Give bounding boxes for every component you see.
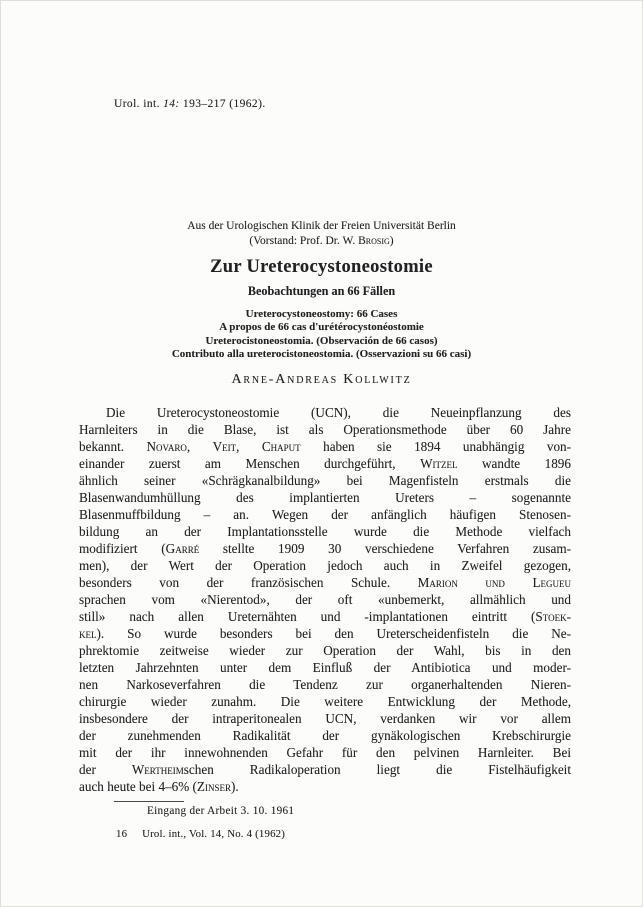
body-line <box>79 659 571 676</box>
text-segment: mit der ihr innewohnenden Gefahr für den pelvinen Harnleiter. Bei <box>79 745 571 760</box>
text-segment: Blasenmuffbildung – an. Wegen der anfänglich häufigen Stenosen- <box>79 507 571 522</box>
text-segment: Chaput <box>261 439 301 454</box>
text-segment: Harnleiters in die Blase, ist als Operationsmethode über 60 Jahre <box>79 422 571 437</box>
text-segment: still» nach allen Ureternähten und -implantationen eintritt ( <box>79 609 536 624</box>
journal-reference <box>114 98 266 110</box>
body-line <box>79 557 571 574</box>
text-segment: - <box>566 609 571 624</box>
text-segment: letzten Jahrzehnten unter dem Einfluß der Antibiotica und moder- <box>79 660 571 675</box>
text-segment: chirurgie wieder zunahm. Die weitere Entwicklung der Methode, <box>79 694 571 709</box>
body-line <box>79 591 571 608</box>
body-line <box>79 693 571 710</box>
text-segment: stellte 1909 30 verschiedene Verfahren zusam- <box>199 541 571 556</box>
text-segment: Blasenwandumhüllung des implantierten Ureters – sogenannte <box>79 490 571 505</box>
text-segment: Zinser <box>196 779 231 794</box>
text-segment: kel <box>79 626 97 641</box>
body-line <box>79 523 571 540</box>
text-segment: bildung an der Implantationsstelle wurde die Methode vielfach <box>79 524 571 539</box>
body-line <box>79 642 571 659</box>
translated-titles <box>1 308 642 362</box>
text-segment: phrektomie zeitweise wieder zur Operation der Wahl, bis in den <box>79 643 571 658</box>
text-segment: ) <box>389 235 394 247</box>
text-segment: Urol. int. <box>114 98 164 110</box>
body-line <box>79 455 571 472</box>
body-line <box>79 761 571 778</box>
body-line <box>79 778 571 795</box>
text-segment: , <box>186 439 213 454</box>
journal-footer <box>116 828 285 840</box>
text-segment: (Vorstand: Prof. Dr. W. <box>249 235 359 247</box>
text-segment: sprachen vom «Nierentod», der oft «unbemerkt, allmählich und <box>79 592 571 607</box>
body-line <box>79 625 571 642</box>
body-line <box>79 744 571 761</box>
text-segment: schen Radikaloperation liegt die Fistelhäufigkeit <box>183 762 571 777</box>
paper-subtitle: Beobachtungen an 66 Fällen <box>247 284 396 298</box>
text-segment: Die Ureterocystoneostomie (UCN), die Neueinpflanzung des <box>106 405 571 420</box>
text-segment: nen Narkoseverfahren die Tendenz zur organerhaltenden Nieren- <box>79 677 571 692</box>
institute-vorstand-line <box>1 234 642 249</box>
body-line <box>79 574 571 591</box>
body-line <box>79 438 571 455</box>
text-segment: Witzel <box>420 456 458 471</box>
text-segment: ähnlich seiner «Schrägkanalbildung» bei Magenfisteln erstmals die <box>79 473 571 488</box>
text-segment: Garré <box>165 541 200 556</box>
body-line <box>79 404 571 421</box>
body-line <box>79 421 571 438</box>
body-line <box>79 506 571 523</box>
translated-title-line: Contributo alla ureterocistoneostomia. (Osservazioni su 66 casi) <box>171 348 472 361</box>
text-segment: Novaro <box>146 439 187 454</box>
text-segment: 14: <box>163 98 180 110</box>
institute-block <box>1 219 642 249</box>
text-segment: insbesondere der intraperitonealen UCN, verdanken wir vor allem <box>79 711 571 726</box>
footnote-divider <box>114 801 184 802</box>
text-segment: ). <box>230 779 239 794</box>
body-paragraph <box>79 404 571 795</box>
translated-title-line: A propos de 66 cas d'urétérocystonéostomie <box>219 321 424 334</box>
body-line <box>79 489 571 506</box>
text-segment: der <box>79 762 132 777</box>
journal-footer-text: Urol. int., Vol. 14, No. 4 (1962) <box>142 828 286 840</box>
text-segment: modifiziert ( <box>79 541 166 556</box>
text-segment: besonders von der französischen Schule. <box>79 575 418 590</box>
text-segment: einander zuerst am Menschen durchgeführt, <box>79 456 421 471</box>
text-segment: 193–217 (1962). <box>179 98 266 110</box>
signature-number: 16 <box>116 828 128 840</box>
text-segment: haben sie 1894 unabhängig von- <box>300 439 572 454</box>
body-line <box>79 676 571 693</box>
text-segment: bekannt. <box>79 439 147 454</box>
body-line <box>79 727 571 744</box>
text-segment: Stoek <box>535 609 567 624</box>
text-segment: ). So wurde besonders bei den Ureterscheidenfisteln die Ne- <box>96 626 571 641</box>
paper-title: Zur Ureterocystoneostomie <box>210 257 433 277</box>
institute-line: Aus der Urologischen Klinik der Freien Universität Berlin <box>187 220 456 232</box>
text-segment: Wertheim <box>131 762 184 777</box>
text-segment: Brosig <box>358 235 390 247</box>
text-segment: Marion und Legueu <box>417 575 571 590</box>
translated-title-line: Ureterocystoneostomy: 66 Cases <box>245 308 398 320</box>
text-segment: der zunehmenden Radikalität der gynäkologischen Krebschirurgie <box>79 728 571 743</box>
translated-title-line: Ureterocistoneostomia. (Observación de 66 casos) <box>205 334 438 347</box>
body-line <box>79 710 571 727</box>
text-segment: , <box>236 439 262 454</box>
body-line <box>79 608 571 625</box>
body-line <box>79 472 571 489</box>
text-segment: wandte 1896 <box>457 456 571 471</box>
text-segment: men), der Wert der Operation jedoch auch in Zweifel gezogen, <box>79 558 571 573</box>
text-segment: Veit <box>212 439 237 454</box>
author-name: Arne-Andreas Kollwitz <box>231 372 412 387</box>
received-date-note: Eingang der Arbeit 3. 10. 1961 <box>147 805 295 817</box>
body-line <box>79 540 571 557</box>
text-segment: auch heute bei 4–6% ( <box>79 779 197 794</box>
